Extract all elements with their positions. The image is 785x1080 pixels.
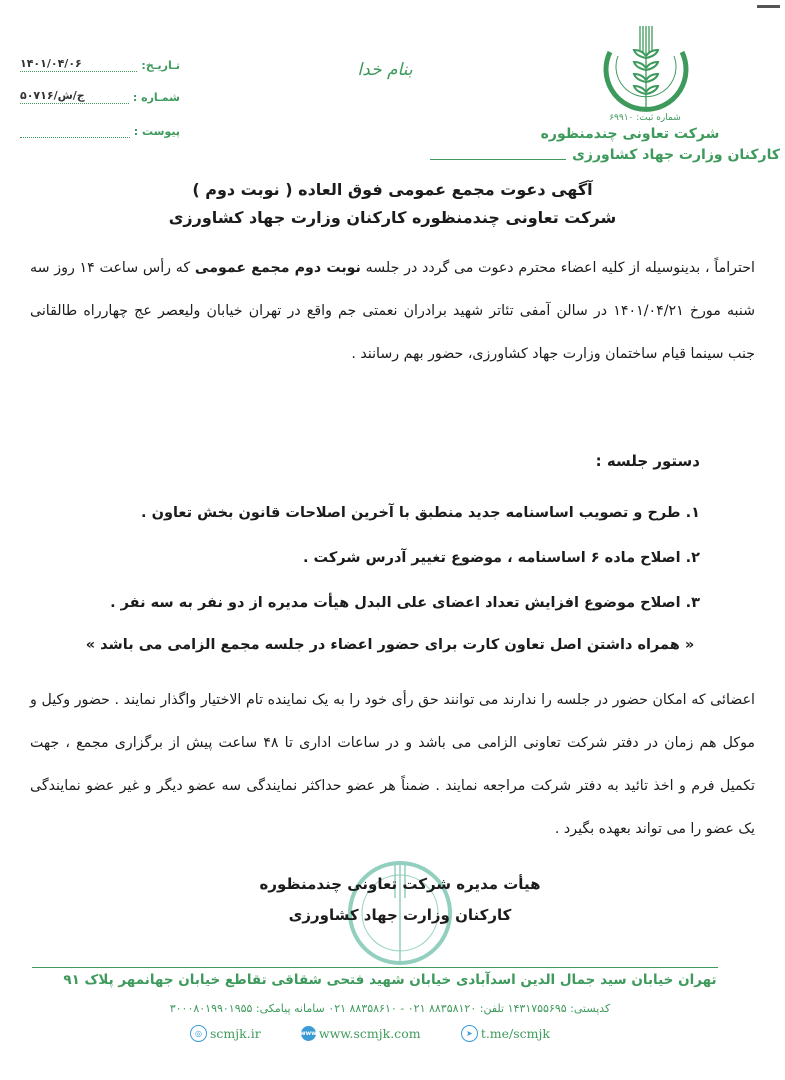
- footer-contacts: کدپستی: ۱۴۳۱۷۵۵۶۹۵ تلفن: ۸۸۳۵۸۱۲۰ ۰۲۱ - ۸۸۳۵۸۶۱۰ ۰۲۱ سامانه پیامکی: ۳۰۰۰۸۰۱۹۹۰۱۹۵۵: [169, 1002, 611, 1015]
- attachment-value: [20, 136, 130, 138]
- registration-number: شماره ثبت: ۶۹۹۱۰: [609, 113, 681, 123]
- number-value: ۵۰۷۱۶/ج/ش: [20, 89, 129, 104]
- number-row: [20, 82, 180, 104]
- signature-line1: هیأت مدیره شرکت تعاونی چندمنظوره: [259, 875, 541, 893]
- agenda-item: ۱. طرح و تصویب اساسنامه جدید منطبق با آخرین اصلاحات قانون بخش تعاون .: [141, 505, 700, 521]
- website-link[interactable]: [301, 1025, 421, 1042]
- proxy-paragraph: اعضائی که امکان حضور در جلسه را ندارند می توانند حق رأی خود را به یک نماینده تام الاختیار واگذار نمایند . حضور وکیل و موکل هم زمان در دفتر شرکت تعاونی الزامی می باشد و در ساعات اداری تا ۴۸ ساعت پیش از برگزاری مجمع ، جهت تکمیل فرم و اخذ تائید به دفتر شرکت مراجعه نمایند . ضمناً هر عضو حداکثر نمایندگی سه عضو دیگر و غیر عضو نمایندگی یک عضو را می تواند بعهده بگیرد .: [30, 692, 756, 837]
- footer-address: تهران خیابان سید جمال الدین اسدآبادی خیابان شهید فتحی شقاقی تقاطع خیابان جهانمهر پلاک ۹۱: [63, 972, 717, 988]
- telegram-label: t.me/scmjk: [480, 1026, 550, 1041]
- number-label: شمـاره :: [132, 91, 180, 104]
- date-label: تـاریـخ:: [141, 59, 180, 72]
- company-name-line2: کارکنان وزارت جهاد کشاورزی: [572, 147, 780, 163]
- footer-rule: [32, 967, 718, 968]
- instagram-link[interactable]: [190, 1025, 261, 1042]
- scan-mark: [757, 5, 780, 8]
- website-label: www.scmjk.com: [318, 1026, 421, 1041]
- footer-links: [190, 1025, 550, 1042]
- company-logo: [600, 22, 692, 114]
- intro-bold: نوبت دوم مجمع عمومی: [194, 260, 361, 276]
- document-subtitle: شرکت تعاونی چندمنظوره کارکنان وزارت جهاد کشاورزی: [168, 208, 617, 227]
- globe-icon: www: [301, 1026, 316, 1041]
- date-value: ۱۴۰۱/۰۴/۰۶: [20, 57, 137, 72]
- date-row: [20, 50, 180, 72]
- attachment-row: [20, 116, 180, 138]
- agenda-item: ۳. اصلاح موضوع افزایش تعداد اعضای علی البدل هیأت مدیره از دو نفر به سه نفر .: [110, 595, 700, 611]
- intro-text-1: احتراماً ، بدینوسیله از کلیه اعضاء محترم دعوت می گردد در جلسه: [360, 260, 755, 276]
- intro-paragraph: [30, 247, 755, 376]
- agenda-item: ۲. اصلاح ماده ۶ اساسنامه ، موضوع تغییر آدرس شرکت .: [302, 550, 700, 566]
- telegram-link[interactable]: [461, 1025, 550, 1042]
- notice: « همراه داشتن اصل تعاون کارت برای حضور اعضاء در جلسه مجمع الزامی می باشد »: [85, 637, 695, 653]
- telegram-icon: ➤: [461, 1025, 478, 1042]
- company-name-line2-row: [430, 147, 780, 163]
- header-rule: [430, 159, 566, 160]
- instagram-icon: ◎: [190, 1025, 207, 1042]
- bename-heading: بنام خدا: [357, 60, 413, 80]
- signature-line2: کارکنان وزارت جهاد کشاورزی: [288, 906, 512, 924]
- attachment-label: پیوست :: [133, 125, 180, 138]
- intro-text-2: که رأس ساعت ۱۴ روز سه شنبه مورخ ۱۴۰۱/۰۴/۲۱ در سالن آمفی تئاتر شهید برادران نعمتی جم واقع در تهران خیابان ولیعصر عج چهارراه طالقانی جنب سینما قیام ساختمان وزارت جهاد کشاورزی، حضور بهم رسانند .: [30, 260, 756, 362]
- company-name-line1: شرکت تعاونی چندمنظوره: [540, 126, 720, 142]
- document-title: آگهی دعوت مجمع عمومی فوق العاده ( نوبت دوم ): [192, 180, 593, 199]
- agenda-title: دستور جلسه :: [595, 452, 700, 470]
- instagram-label: scmjk.ir: [210, 1026, 261, 1041]
